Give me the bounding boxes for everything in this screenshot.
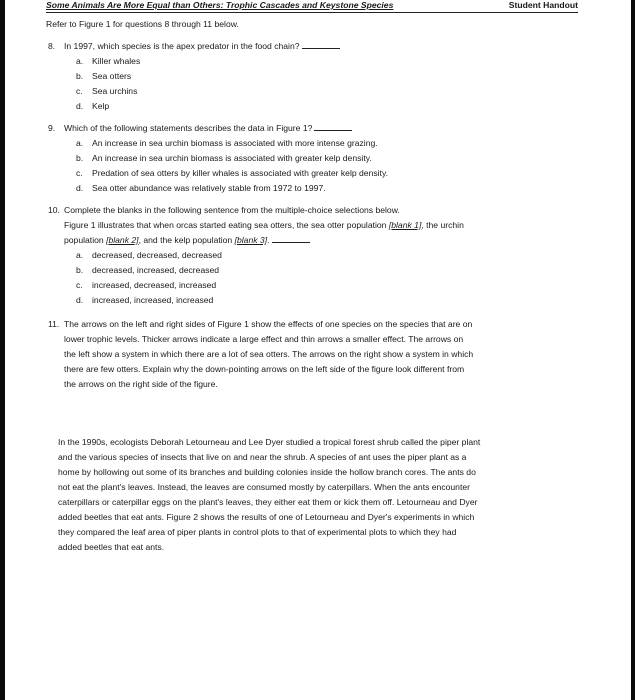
question-number: 9. xyxy=(48,123,56,133)
handout-label: Student Handout xyxy=(508,0,578,10)
answer-blank[interactable] xyxy=(314,121,352,131)
option-c: c. increased, decreased, increased xyxy=(76,280,217,290)
answer-blank[interactable] xyxy=(272,233,310,243)
question-11 xyxy=(46,317,578,392)
blank-1: [blank 1] xyxy=(388,220,422,230)
question-sentence-cont: population [blank 2], and the kelp population [blank 3]. xyxy=(64,233,578,248)
answer-blank[interactable] xyxy=(302,39,340,49)
options-list xyxy=(64,136,578,196)
option-c: c. Sea urchins xyxy=(76,86,138,96)
option-a: a. An increase in sea urchin biomass is associated with more intense grazing. xyxy=(76,138,378,148)
option-a: a. decreased, decreased, decreased xyxy=(76,250,222,260)
option-b: b. An increase in sea urchin biomass is associated with greater kelp density. xyxy=(76,153,372,163)
question-sentence: Figure 1 illustrates that when orcas started eating sea otters, the sea otter population [blank 1], the urchin xyxy=(64,220,464,230)
question-text: The arrows on the left and right sides of Figure 1 show the effects of one species on the species that are on lower trophic levels. Thicker arrows indicate a large effect and thin arrows a smaller effect. The arrows on the left show a system in which there are a lot of sea otters. The arrows on the right show a system in which there are few otters. Explain why the down-pointing arrows on the left side of the figure look different from the arrows on the right side of the figure. xyxy=(64,319,474,389)
option-b: b. decreased, increased, decreased xyxy=(76,265,220,275)
options-list xyxy=(64,248,578,308)
question-number: 10. xyxy=(48,205,60,215)
question-10 xyxy=(46,203,578,308)
handout-page xyxy=(46,0,578,392)
handout-title: Some Animals Are More Equal than Others: Trophic Cascades and Keystone Species xyxy=(46,0,394,10)
intro-text: Refer to Figure 1 for questions 8 through 11 below. xyxy=(46,19,239,29)
option-d: d. Sea otter abundance was relatively stable from 1972 to 1997. xyxy=(76,183,326,193)
options-list xyxy=(64,54,578,114)
question-8 xyxy=(46,39,578,114)
study-paragraph: In the 1990s, ecologists Deborah Letourneau and Lee Dyer studied a tropical forest shrub called the piper plant and the various species of insects that live on and near the shrub. A species of ant uses the piper plant as a home by hollowing out some of its branches and building colonies inside the hollow branch cores. The ants do not eat the plant's leaves. Instead, the leaves are consumed mostly by caterpillars. When the ants encounter caterpillars or caterpillar eggs on the plant's leaves, they either eat them or kick them off. Letourneau and Dyer added beetles that eat ants. Figure 2 shows the results of one of Letourneau and Dyer's experiments in which they compared the leaf area of piper plants in control plots to that of experimental plots to which they had added beetles that eat ants. xyxy=(58,437,481,552)
question-number: 8. xyxy=(48,41,56,51)
option-a: a. Killer whales xyxy=(76,56,141,66)
question-text: Complete the blanks in the following sentence from the multiple-choice selections below. xyxy=(64,205,400,215)
blank-2: [blank 2] xyxy=(106,235,139,245)
right-edge xyxy=(631,0,635,700)
page-header xyxy=(46,0,578,13)
option-c: c. Predation of sea otters by killer whales is associated with greater kelp density. xyxy=(76,168,388,178)
question-9 xyxy=(46,121,578,196)
left-edge xyxy=(0,0,5,700)
blank-3: [blank 3] xyxy=(234,235,268,245)
option-b: b. Sea otters xyxy=(76,71,132,81)
question-text: Which of the following statements describes the data in Figure 1? xyxy=(64,123,313,133)
option-d: d. Kelp xyxy=(76,101,110,111)
question-number: 11. xyxy=(48,319,60,329)
option-d: d. increased, increased, increased xyxy=(76,295,214,305)
question-text: In 1997, which species is the apex predator in the food chain? xyxy=(64,41,300,51)
